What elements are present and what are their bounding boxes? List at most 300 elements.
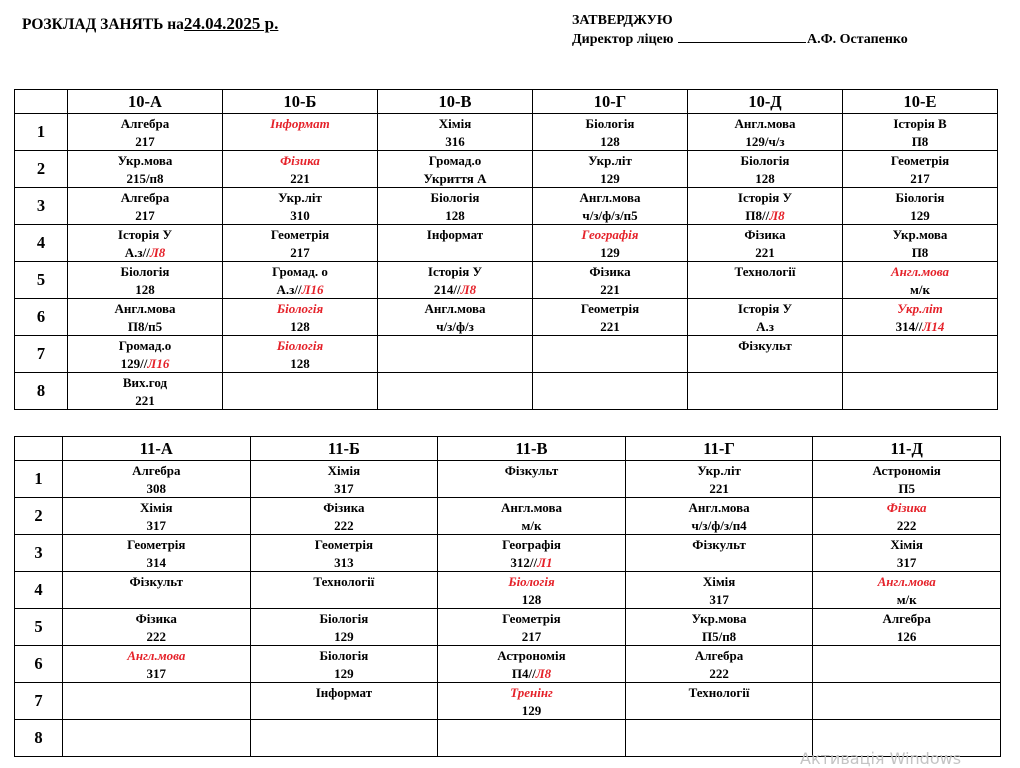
room-number — [688, 170, 842, 188]
lesson-cell — [68, 299, 223, 336]
lesson-number: 5 — [15, 609, 63, 646]
class-header: 10-Д — [688, 90, 843, 114]
room-text: 128 — [445, 207, 465, 223]
room-number — [63, 554, 250, 572]
lesson-cell — [688, 262, 843, 299]
lesson-content — [378, 114, 532, 150]
subject-name: Фізкульт — [738, 338, 792, 353]
lesson-content — [688, 188, 842, 224]
room-text: ч/з/ф/з — [436, 318, 474, 334]
subject-name: Географія — [581, 227, 639, 242]
lesson-content — [63, 498, 250, 534]
lesson-cell — [223, 151, 378, 188]
lesson-row — [15, 225, 998, 262]
subject-name: Укр.літ — [697, 463, 741, 478]
lesson-content — [68, 225, 222, 261]
lesson-row — [15, 114, 998, 151]
lesson-content — [251, 720, 438, 721]
lesson-content — [843, 336, 997, 337]
room-alt: Л8 — [460, 281, 477, 297]
lesson-cell — [438, 461, 626, 498]
lesson-content — [68, 336, 222, 372]
lesson-cell — [533, 114, 688, 151]
class-header: 11-Д — [813, 437, 1001, 461]
room-text: 222 — [334, 517, 354, 533]
subject-name: Англ.мова — [877, 574, 936, 589]
room-number — [68, 170, 222, 188]
room-text: 313 — [334, 554, 354, 570]
director-label: Директор ліцею — [572, 32, 674, 47]
room-text: 128 — [290, 318, 310, 334]
lesson-cell — [378, 336, 533, 373]
lesson-cell — [813, 683, 1001, 720]
subject-name: Укр.літ — [897, 301, 943, 316]
room-text: 317 — [709, 591, 729, 607]
lesson-content — [378, 262, 532, 298]
lesson-cell — [223, 262, 378, 299]
room-text: 126 — [896, 628, 917, 644]
lesson-cell — [63, 535, 251, 572]
lesson-cell — [250, 461, 438, 498]
room-number — [813, 517, 1000, 535]
room-number — [223, 207, 377, 225]
lesson-cell — [378, 262, 533, 299]
title-prefix: РОЗКЛАД ЗАНЯТЬ на — [22, 16, 184, 33]
lesson-content — [223, 262, 377, 298]
lesson-content — [688, 336, 842, 355]
lesson-content — [68, 114, 222, 150]
subject-name: Геометрія — [890, 153, 950, 168]
room-number — [843, 318, 997, 336]
room-number — [843, 207, 997, 225]
room-number — [843, 170, 997, 188]
room-number — [223, 355, 377, 373]
room-number — [251, 517, 438, 535]
lesson-content — [688, 299, 842, 335]
lesson-content — [63, 535, 250, 571]
room-number — [626, 628, 813, 646]
lesson-cell — [688, 151, 843, 188]
lesson-content — [843, 373, 997, 374]
schedule-title — [22, 14, 278, 34]
lesson-content — [223, 373, 377, 374]
room-number — [63, 480, 250, 498]
lesson-content — [378, 151, 532, 187]
room-number — [813, 628, 1000, 646]
subject-name: Укр.літ — [588, 153, 632, 168]
header-row — [15, 437, 1001, 461]
lesson-content — [688, 373, 842, 374]
subject-name: Фізкульт — [504, 463, 559, 478]
lesson-row — [15, 461, 1001, 498]
room-text: 129 — [910, 207, 930, 223]
room-text: 314 — [146, 554, 167, 570]
lesson-content — [223, 299, 377, 335]
subject-name: Алгебра — [120, 116, 170, 131]
lesson-content — [533, 336, 687, 337]
lesson-content — [438, 498, 625, 534]
subject-name: Геометрія — [314, 537, 374, 552]
room-number — [813, 591, 1000, 609]
subject-name: Геометрія — [127, 537, 186, 552]
lesson-cell — [223, 299, 378, 336]
lesson-content — [533, 188, 687, 224]
lesson-cell — [378, 299, 533, 336]
lesson-content — [68, 188, 222, 224]
lesson-content — [251, 461, 438, 497]
lesson-content — [626, 646, 813, 682]
subject-name: Англ.мова — [500, 500, 562, 515]
room-text: 221 — [600, 281, 620, 297]
room-text: 310 — [290, 207, 310, 223]
lesson-content — [626, 461, 813, 497]
room-text: Укриття А — [423, 170, 487, 186]
lesson-cell — [250, 646, 438, 683]
room-text: м/к — [521, 517, 542, 533]
lesson-content — [68, 151, 222, 187]
subject-name: Тренінг — [510, 685, 553, 700]
subject-name: Фізика — [135, 611, 177, 626]
lesson-content — [378, 336, 532, 337]
lesson-row — [15, 683, 1001, 720]
lesson-cell — [63, 646, 251, 683]
lesson-content — [626, 498, 813, 534]
lesson-cell — [68, 188, 223, 225]
lesson-cell — [625, 535, 813, 572]
subject-name: Технології — [313, 574, 375, 589]
lesson-cell — [843, 299, 998, 336]
lesson-cell — [68, 373, 223, 410]
lesson-cell — [223, 188, 378, 225]
subject-name: Хімія — [438, 116, 472, 131]
room-number — [251, 554, 438, 572]
lesson-number: 8 — [15, 720, 63, 757]
lesson-cell — [250, 720, 438, 757]
lesson-cell — [68, 225, 223, 262]
lesson-content — [63, 720, 250, 721]
lesson-row — [15, 572, 1001, 609]
lesson-cell — [378, 188, 533, 225]
lesson-cell — [438, 535, 626, 572]
room-number — [843, 281, 997, 299]
room-number — [533, 244, 687, 262]
room-number — [688, 133, 842, 151]
subject-name: Англ.мова — [579, 190, 641, 205]
corner-cell — [15, 90, 68, 114]
room-number — [63, 628, 250, 646]
subject-name: Геометрія — [502, 611, 561, 626]
room-text: 128 — [600, 133, 620, 149]
lesson-content — [378, 225, 532, 244]
schedule-date: 24.04.2025 р. — [183, 14, 279, 33]
lesson-content — [223, 114, 377, 133]
lesson-content — [438, 720, 625, 721]
lesson-row — [15, 336, 998, 373]
subject-name: Біологія — [276, 338, 324, 353]
schedule-table-grade-10 — [14, 89, 998, 410]
lesson-number: 4 — [15, 225, 68, 262]
room-number — [378, 133, 532, 151]
lesson-cell — [223, 225, 378, 262]
room-number — [626, 665, 813, 683]
lesson-number: 3 — [15, 188, 68, 225]
lesson-content — [688, 151, 842, 187]
lesson-cell — [378, 114, 533, 151]
subject-name: Фізкульт — [692, 537, 746, 552]
room-text: 221 — [600, 318, 620, 334]
subject-name: Фізика — [589, 264, 631, 279]
lesson-cell — [438, 609, 626, 646]
lesson-cell — [378, 225, 533, 262]
room-number — [626, 517, 813, 535]
lesson-content — [378, 299, 532, 335]
subject-name: Технології — [734, 264, 796, 279]
lesson-number: 1 — [15, 461, 63, 498]
room-text: П5 — [898, 480, 915, 496]
subject-name: Укр.мова — [117, 153, 173, 168]
subject-name: Хімія — [140, 500, 173, 515]
lesson-content — [63, 572, 250, 591]
room-text: 217 — [135, 133, 155, 149]
lesson-cell — [533, 373, 688, 410]
room-text: П8// — [745, 207, 770, 223]
room-text: 128 — [135, 281, 155, 297]
room-number — [378, 170, 532, 188]
lesson-cell — [250, 572, 438, 609]
lesson-cell — [843, 225, 998, 262]
room-text: А.з// — [276, 281, 302, 297]
room-alt: Л8 — [535, 665, 552, 681]
room-text: 217 — [135, 207, 155, 223]
room-text: 129 — [334, 665, 354, 681]
class-header: 10-Е — [843, 90, 998, 114]
lesson-content — [813, 535, 1000, 571]
lesson-cell — [843, 151, 998, 188]
subject-name: Інформат — [270, 116, 330, 131]
room-text: 129 — [600, 170, 620, 186]
room-number — [438, 665, 625, 683]
room-number — [533, 207, 687, 225]
lesson-cell — [68, 336, 223, 373]
subject-name: Історія В — [893, 116, 947, 131]
room-number — [251, 628, 438, 646]
class-header: 10-Г — [533, 90, 688, 114]
lesson-content — [68, 373, 222, 409]
room-text: П8 — [911, 244, 929, 260]
room-text: 222 — [896, 517, 917, 533]
subject-name: Геометрія — [270, 227, 330, 242]
room-text: П8 — [911, 133, 929, 149]
lesson-cell — [438, 646, 626, 683]
lesson-number: 5 — [15, 262, 68, 299]
lesson-row — [15, 535, 1001, 572]
lesson-content — [438, 609, 625, 645]
lesson-cell — [63, 498, 251, 535]
lesson-cell — [63, 609, 251, 646]
lesson-cell — [813, 609, 1001, 646]
lesson-cell — [250, 683, 438, 720]
lesson-number: 1 — [15, 114, 68, 151]
lesson-content — [68, 262, 222, 298]
lesson-cell — [813, 646, 1001, 683]
lesson-row — [15, 262, 998, 299]
subject-name: Фізика — [323, 500, 365, 515]
lesson-row — [15, 151, 998, 188]
lesson-number: 2 — [15, 151, 68, 188]
lesson-content — [223, 188, 377, 224]
lesson-number: 6 — [15, 646, 63, 683]
room-alt: Л8 — [769, 207, 785, 223]
lesson-content — [843, 225, 997, 261]
subject-name: Астрономія — [872, 463, 941, 478]
subject-name: Алгебра — [120, 190, 170, 205]
room-number — [68, 207, 222, 225]
lesson-cell — [688, 225, 843, 262]
lesson-content — [626, 720, 813, 721]
class-header: 11-Б — [250, 437, 438, 461]
lesson-cell — [813, 572, 1001, 609]
lesson-cell — [68, 262, 223, 299]
lesson-row — [15, 646, 1001, 683]
lesson-cell — [813, 461, 1001, 498]
room-text: м/к — [910, 281, 930, 297]
subject-name: Геометрія — [580, 301, 640, 316]
lesson-cell — [813, 535, 1001, 572]
class-header: 11-В — [438, 437, 626, 461]
lesson-number: 8 — [15, 373, 68, 410]
subject-name: Англ.мова — [114, 301, 176, 316]
room-text: 214// — [433, 281, 461, 297]
lesson-cell — [843, 262, 998, 299]
lesson-cell — [250, 498, 438, 535]
room-text: 217 — [290, 244, 310, 260]
lesson-cell — [250, 535, 438, 572]
room-text: П4// — [511, 665, 536, 681]
room-number — [438, 702, 625, 720]
lesson-cell — [533, 188, 688, 225]
lesson-cell — [68, 151, 223, 188]
director-name: А.Ф. Остапенко — [806, 32, 908, 47]
room-number — [378, 207, 532, 225]
room-text: 221 — [709, 480, 729, 496]
room-text: 222 — [146, 628, 167, 644]
lesson-content — [223, 336, 377, 372]
lesson-cell — [625, 646, 813, 683]
lesson-cell — [625, 572, 813, 609]
subject-name: Укр.мова — [691, 611, 747, 626]
subject-name: Історія У — [427, 264, 483, 279]
subject-name: Біологія — [508, 574, 555, 589]
lesson-content — [378, 373, 532, 374]
room-text: 129// — [120, 355, 148, 371]
subject-name: Біологія — [120, 264, 170, 279]
lesson-row — [15, 299, 998, 336]
subject-name: Фізика — [280, 153, 320, 168]
lesson-cell — [223, 373, 378, 410]
lesson-content — [438, 535, 625, 571]
room-number — [378, 318, 532, 336]
subject-name: Географія — [502, 537, 561, 552]
subject-name: Біологія — [319, 648, 369, 663]
lesson-cell — [688, 373, 843, 410]
lesson-content — [438, 461, 625, 480]
room-number — [533, 133, 687, 151]
room-text: 128 — [521, 591, 542, 607]
room-number — [813, 480, 1000, 498]
lesson-cell — [533, 262, 688, 299]
subject-name: Фізика — [886, 500, 927, 515]
room-text: 308 — [146, 480, 167, 496]
lesson-cell — [68, 114, 223, 151]
lesson-content — [813, 683, 1000, 684]
room-text: 215/п8 — [126, 170, 164, 186]
signature-line — [678, 31, 806, 43]
lesson-content — [626, 683, 813, 702]
room-number — [68, 244, 222, 262]
room-number — [63, 517, 250, 535]
room-number — [438, 628, 625, 646]
lesson-content — [63, 609, 250, 645]
lesson-cell — [843, 188, 998, 225]
room-text: 129 — [521, 702, 542, 718]
room-text: 217 — [521, 628, 542, 644]
lesson-content — [626, 572, 813, 608]
subject-name: Біологія — [276, 301, 324, 316]
lesson-number: 7 — [15, 683, 63, 720]
room-number — [68, 281, 222, 299]
room-text: 221 — [290, 170, 310, 186]
lesson-content — [251, 646, 438, 682]
lesson-content — [251, 609, 438, 645]
room-number — [626, 480, 813, 498]
windows-activation-watermark: Активація Windows — [800, 749, 962, 768]
subject-name: Укр.літ — [278, 190, 322, 205]
lesson-cell — [223, 114, 378, 151]
room-text: 128 — [755, 170, 775, 186]
subject-name: Історія У — [737, 301, 793, 316]
lesson-content — [533, 225, 687, 261]
lesson-content — [533, 114, 687, 150]
room-number — [223, 244, 377, 262]
subject-name: Фізкульт — [129, 574, 184, 589]
approval-block — [572, 11, 908, 49]
subject-name: Громад. о — [272, 264, 328, 279]
room-number — [68, 355, 222, 373]
room-number — [223, 318, 377, 336]
room-number — [378, 281, 532, 299]
lesson-content — [813, 720, 1000, 721]
lesson-content — [688, 225, 842, 261]
room-number — [438, 517, 625, 535]
lesson-content — [813, 498, 1000, 534]
lesson-cell — [625, 498, 813, 535]
room-number — [438, 591, 625, 609]
room-text: ч/з/ф/з/п5 — [582, 207, 638, 223]
room-text: 317 — [146, 517, 167, 533]
room-text: 222 — [709, 665, 729, 681]
subject-name: Вих.год — [122, 375, 168, 390]
lesson-content — [843, 262, 997, 298]
lesson-cell — [378, 373, 533, 410]
lesson-row — [15, 498, 1001, 535]
lesson-cell — [813, 498, 1001, 535]
class-header: 10-Б — [223, 90, 378, 114]
subject-name: Англ.мова — [127, 648, 186, 663]
subject-name: Англ.мова — [890, 264, 950, 279]
lesson-cell — [688, 336, 843, 373]
subject-name: Англ.мова — [424, 301, 486, 316]
room-alt: Л1 — [537, 554, 553, 570]
